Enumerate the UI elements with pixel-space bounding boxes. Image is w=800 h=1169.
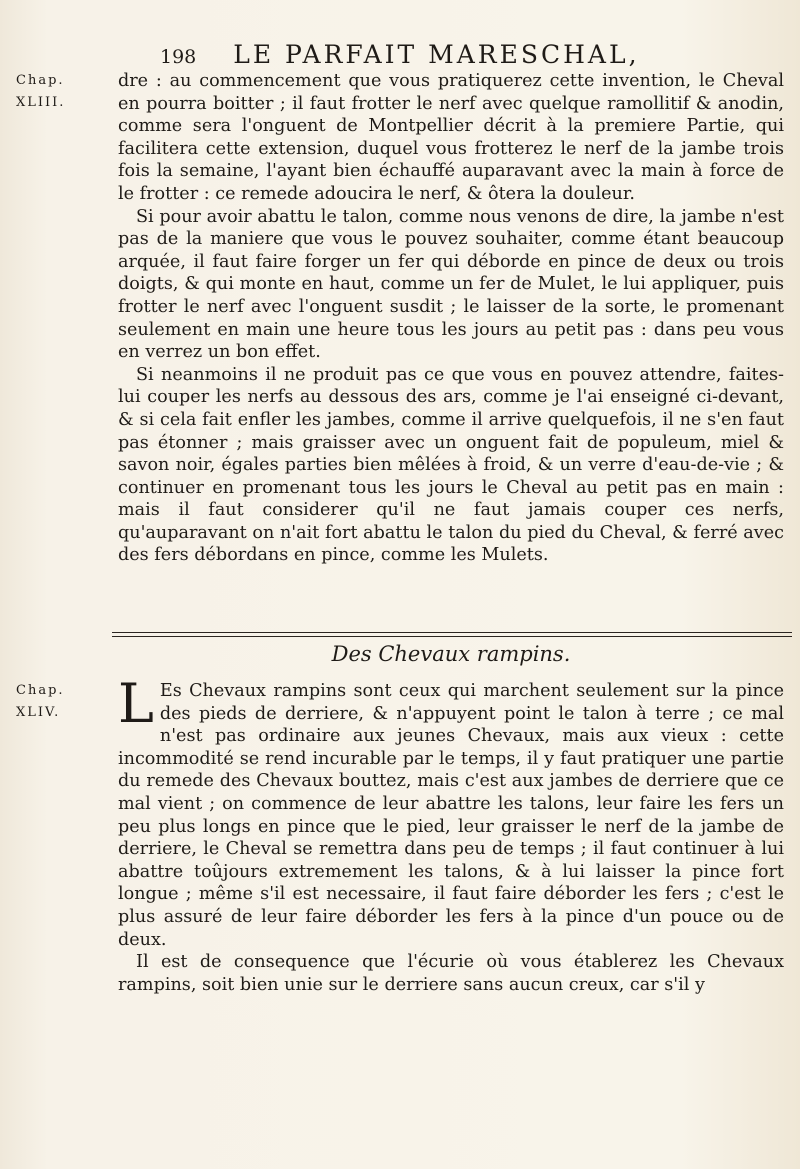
paragraph: [118, 672, 784, 951]
section-title: Des Chevaux rampins.: [331, 642, 571, 666]
paragraph-text: Es Chevaux rampins sont ceux qui marchent seulement sur la pince des pieds de derriere, & n'appuyent point le talon à terre ; ce mal n'est pas ordinaire aux jeunes Chevaux, mais aux vieux : cette incommodité se rend incurable par le temps, il y faut pratiquer une partie du remede des Chevaux bouttez, mais c'est aux jambes de derriere que ce mal vient ; on commence de leur abattre les talons, leur faire les fers un peu plus longs en pince que le pied, leur graisser le nerf de la jambe de derriere, le Cheval se remettra dans peu de temps ; il faut continuer à lui abattre toûjours extremement les talons, & à lui laisser la pince fort longue ; même s'il est necessaire, il faut faire déborder les fers ; c'est le plus assuré de leur faire déborder les fers à la pince d'un pouce ou de deux.: [118, 681, 784, 950]
paragraph: dre : au commencement que vous pratiquerez cette invention, le Cheval en pourra boitter ; il faut frotter le nerf avec quelque ramollitif & anodin, comme sera l'onguent de Montpellier décrit à la premiere Partie, qui facilitera cette extension, duquel vous frotterez le nerf de la jambe trois fois la semaine, l'ayant bien échauffé auparavant avec la main à force de le frotter : ce remede adoucira le nerf, & ôtera la douleur.: [118, 71, 784, 204]
margin-note-label: Chap.: [16, 683, 65, 698]
margin-note-chapter-xliii: [16, 70, 88, 114]
margin-note-number: XLIII.: [16, 95, 66, 110]
paragraph: Il est de consequence que l'écurie où vous établerez les Chevaux rampins, soit bien unie sur le derriere sans aucun creux, car s'il y: [118, 952, 784, 995]
chapter-xliv-text: [118, 672, 784, 996]
margin-note-number: XLIV.: [16, 705, 61, 720]
drop-cap: L: [118, 672, 154, 735]
paragraph: Si pour avoir abattu le talon, comme nous venons de dire, la jambe n'est pas de la maniere que vous le pouvez souhaiter, comme étant beaucoup arquée, il faut faire forger un fer qui déborde en pince de deux ou trois doigts, & qui monte en haut, comme un fer de Mulet, le lui appliquer, puis frotter le nerf avec l'onguent susdit ; le laisser de la sorte, le promenant seulement en main une heure tous les jours au petit pas : dans peu vous en verrez un bon effet.: [118, 206, 784, 363]
page-header: [160, 38, 760, 72]
paragraph: Si neanmoins il ne produit pas ce que vous en pouvez attendre, faites-lui couper les nerfs au dessous des ars, comme je l'ai enseigné ci-devant, & si cela fait enfler les jambes, comme il arrive quelquefois, il ne s'en faut pas étonner ; mais graisser avec un onguent fait de populeum, miel & savon noir, égales parties bien mêlées à froid, & un verre d'eau-de-vie ; & continuer en promenant tous les jours le Cheval au petit pas en main : mais il faut considerer qu'il ne faut jamais couper ces nerfs, qu'auparavant on n'ait fort abattu le talon du pied du Cheval, & ferré avec des fers débordans en pince, comme les Mulets.: [118, 364, 784, 566]
margin-note-label: Chap.: [16, 73, 65, 88]
margin-note-chapter-xliv: [16, 680, 88, 724]
page-number: 198: [160, 46, 197, 68]
chapter-xliii-text: [118, 70, 784, 567]
section-divider: [112, 632, 792, 637]
running-title: LE PARFAIT MARESCHAL,: [233, 40, 640, 69]
